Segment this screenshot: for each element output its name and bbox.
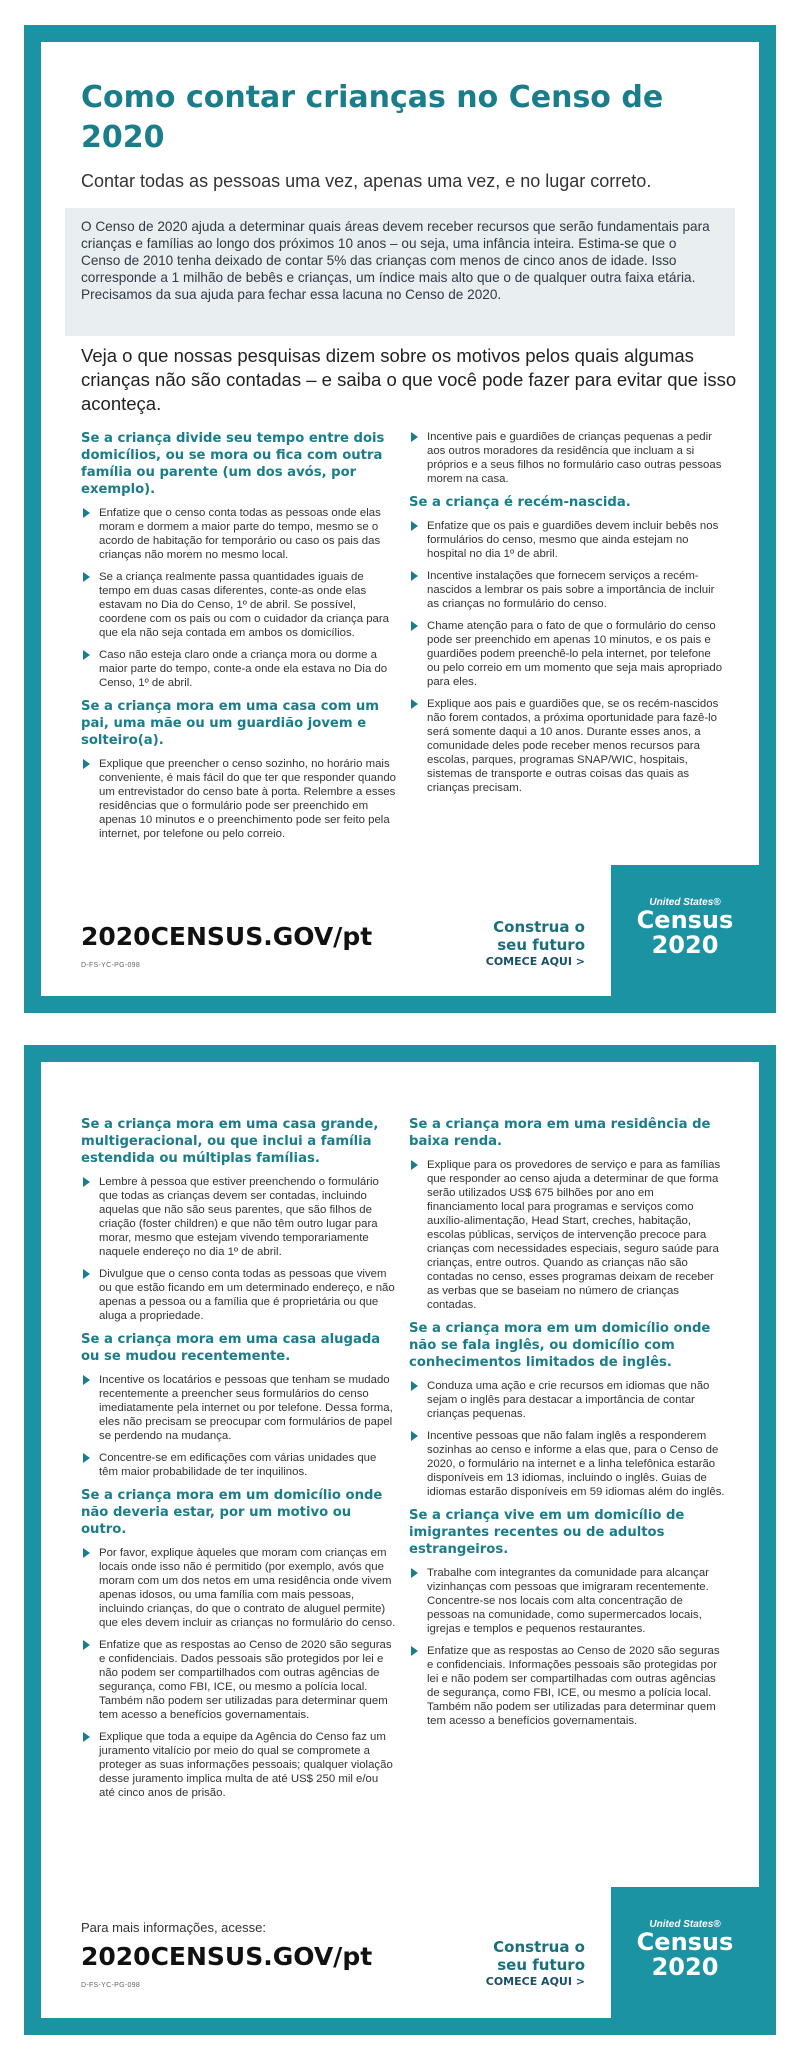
comece-aqui-link[interactable]: COMECE AQUI > xyxy=(485,1975,585,1988)
right-column xyxy=(409,430,725,803)
list-item: Explique que toda a equipe da Agência do Censo faz um juramento vitalício por meio do qual se compromete a proteger as suas informações pessoais; qualquer violação desse juramento implica multa de até US$ 250 mil e/ou até cinco anos de prisão. xyxy=(81,1730,397,1800)
list-item: Divulgue que o censo conta todas as pessoas que vivem ou que estão ficando em um determinado endereço, e não apenas a pessoa ou a família que é proprietária ou que aluga a propriedade. xyxy=(81,1267,397,1323)
lead-paragraph: Veja o que nossas pesquisas dizem sobre os motivos pelos quais algumas crianças não são contadas – e saiba o que você pode fazer para evitar que isso aconteça. xyxy=(81,345,737,414)
tagline-line-1: Construa o xyxy=(493,1938,585,1956)
list-item: Chame atenção para o fato de que o formulário do censo pode ser preenchido em apenas 10 minutos, e os pais e guardiões podem preenchê-lo pela internet, por telefone ou pelo correio em um momento que seja mais apropriado para eles. xyxy=(409,619,725,689)
list-item: Incentive instalações que fornecem serviços a recém-nascidos a lembrar os pais sobre a importância de incluir as crianças no formulário do censo. xyxy=(409,569,725,611)
census-2020-logo xyxy=(611,865,759,1013)
logo-united-states: United States® xyxy=(649,897,721,908)
page-title: Como contar crianças no Censo de 2020 xyxy=(81,80,664,155)
left-column xyxy=(81,430,397,849)
list-item: Enfatize que os pais e guardiões devem incluir bebês nos formulários do censo, mesmo que ainda estejam no hospital no dia 1º de abril. xyxy=(409,519,725,561)
page-subtitle: Contar todas as pessoas uma vez, apenas uma vez, e no lugar correto. xyxy=(81,171,652,191)
logo-united-states: United States® xyxy=(649,1919,721,1930)
list-item: Caso não esteja claro onde a criança mora ou dorme a maior parte do tempo, conte-a onde ela estava no Dia do Censo, 1º de abril. xyxy=(81,648,397,690)
list-item: Explique para os provedores de serviço e para as famílias que responder ao censo ajuda a determinar de que forma serão utilizados US$ 675 bilhões por ano em financiamento local para programas e serviços como auxílio-alimentação, Head Start, creches, habitação, escolas públicas, serviços de intervenção precoce para crianças com necessidades especiais, seguro saúde para crianças, entre outros. Quando as crianças não são contadas no censo, esses programas deixam de receber as verbas que se baseiam no número de crianças contadas. xyxy=(409,1158,725,1312)
logo-census: Census xyxy=(636,906,734,934)
section-heading: Se a criança mora em uma casa alugada ou se mudou recentemente. xyxy=(81,1332,381,1364)
list-item: Conduza uma ação e crie recursos em idiomas que não sejam o inglês para destacar a importância de contar crianças pequenas. xyxy=(409,1379,725,1421)
flyer-page-2 xyxy=(24,1045,776,2035)
list-item: Concentre-se em edificações com várias unidades que têm maior probabilidade de ter inquilinos. xyxy=(81,1451,397,1479)
section-heading: Se a criança vive em um domicílio de imigrantes recentes ou de adultos estrangeiros. xyxy=(409,1508,685,1557)
list-item: Se a criança realmente passa quantidades iguais de tempo em duas casas diferentes, conte-as onde elas estavam no Dia do Censo, 1º de abril. Se possível, coordene com os pais ou com o cuidador da criança para que ela não seja contada em ambos os domicílios. xyxy=(81,570,397,640)
logo-year: 2020 xyxy=(651,1953,719,1981)
bullet-list xyxy=(81,757,397,841)
section-heading: Se a criança mora em um domicílio onde não deveria estar, por um motivo ou outro. xyxy=(81,1488,383,1537)
section-heading: Se a criança mora em um domicílio onde não se fala inglês, ou domicílio com conhecimentos limitados de inglês. xyxy=(409,1321,711,1370)
list-item: Incentive pais e guardiões de crianças pequenas a pedir aos outros moradores da residência que incluam a si próprios e a seus filhos no formulário caso outras pessoas morem na casa. xyxy=(409,430,725,486)
list-item: Lembre à pessoa que estiver preenchendo o formulário que todas as crianças devem ser contadas, incluindo aquelas que não são seus parentes, que são filhos de criação (foster children) e que não têm outro lugar para morar, mesmo que estejam vivendo temporariamente naquele endereço no dia 1º de abril. xyxy=(81,1175,397,1259)
section-heading: Se a criança é recém-nascida. xyxy=(409,495,631,510)
bullet-list xyxy=(409,519,725,795)
right-column xyxy=(409,1116,725,1736)
list-item: Incentive os locatários e pessoas que tenham se mudado recentemente a preencher seus formulários do censo imediatamente pela internet ou por telefone. Dessa forma, eles não precisam se preocupar com formulários de papel se perdendo na mudança. xyxy=(81,1373,397,1443)
list-item: Enfatize que as respostas ao Censo de 2020 são seguras e confidenciais. Informações pessoais são protegidas por lei e não podem ser compartilhadas com outras agências de segurança, como FBI, ICE, ou mesmo a polícia local. Também não podem ser utilizadas para determinar quem tem acesso a benefícios governamentais. xyxy=(409,1644,725,1728)
section-heading: Se a criança mora em uma casa com um pai, uma mãe ou um guardião jovem e solteiro(a). xyxy=(81,699,380,748)
tagline xyxy=(486,1938,585,1990)
section-heading: Se a criança mora em uma casa grande, multigeracional, ou que inclui a família estendida ou múltiplas famílias. xyxy=(81,1117,379,1166)
census-url-link[interactable]: 2020CENSUS.GOV/pt xyxy=(81,922,373,951)
list-item: Trabalhe com integrantes da comunidade para alcançar vizinhanças com pessoas que imigraram recentemente. Concentre-se nos locais com alta concentração de pessoas na comunidade, como supermercados locais, igrejas e templos e pequenos restaurantes. xyxy=(409,1566,725,1636)
section-heading: Se a criança divide seu tempo entre dois domicílios, ou se mora ou fica com outra família ou parente (um dos avós, por exemplo). xyxy=(81,431,385,497)
bullet-list xyxy=(409,1379,725,1499)
tagline-line-2: seu futuro xyxy=(497,936,585,954)
list-item: Enfatize que o censo conta todas as pessoas onde elas moram e dormem a maior parte do tempo, mesmo se o acordo de habitação for temporário ou caso os pais das crianças não morem no mesmo local. xyxy=(81,506,397,562)
comece-aqui-link[interactable]: COMECE AQUI > xyxy=(485,955,585,968)
bullet-list xyxy=(81,1373,397,1479)
logo-census: Census xyxy=(636,1928,734,1956)
logo-year: 2020 xyxy=(651,931,719,959)
list-item: Enfatize que as respostas ao Censo de 2020 são seguras e confidenciais. Dados pessoais são protegidos por lei e não podem ser compartilhados com outras agências de segurança, como FBI, ICE, ou mesmo a polícia local. Também não podem ser utilizadas para determinar quem tem acesso a benefícios governamentais. xyxy=(81,1638,397,1722)
census-2020-logo xyxy=(611,1887,759,2035)
document-code: D-FS-YC-PG-098 xyxy=(81,962,141,969)
tagline-line-2: seu futuro xyxy=(497,1956,585,1974)
list-item: Por favor, explique àqueles que moram com crianças em locais onde isso não é permitido (por exemplo, avós que moram com um dos netos em uma residência onde vivem apenas idosos, ou uma família com mais pessoas, incluindo crianças, do que o contrato de aluguel permite) que eles devem incluir as crianças no formulário do censo. xyxy=(81,1546,397,1630)
bullet-list xyxy=(409,1566,725,1728)
left-column xyxy=(81,1116,397,1808)
tagline xyxy=(486,918,585,970)
bullet-list xyxy=(409,430,725,486)
flyer-page-1 xyxy=(24,25,776,1013)
tagline-line-1: Construa o xyxy=(493,918,585,936)
document-code: D-FS-YC-PG-098 xyxy=(81,1982,141,1989)
section-heading: Se a criança mora em uma residência de baixa renda. xyxy=(409,1117,711,1149)
bullet-list xyxy=(81,1546,397,1800)
bullet-list xyxy=(409,1158,725,1312)
list-item: Explique aos pais e guardiões que, se os recém-nascidos não forem contados, a próxima oportunidade para fazê-lo será somente daqui a 10 anos. Durante esses anos, a comunidade deles pode receber menos recursos para escolas, parques, programas SNAP/WIC, hospitais, sistemas de transporte e outras coisas das quais as crianças precisam. xyxy=(409,697,725,795)
list-item: Explique que preencher o censo sozinho, no horário mais conveniente, é mais fácil do que ter que responder quando um entrevistador do censo bate à porta. Relembre a esses residências que o formulário pode ser preenchido em apenas 10 minutos e o preenchimento pode ser feito pela internet, por telefone ou pelo correio. xyxy=(81,757,397,841)
census-url-link[interactable]: 2020CENSUS.GOV/pt xyxy=(81,1942,373,1971)
intro-box: O Censo de 2020 ajuda a determinar quais áreas devem receber recursos que serão fundamentais para crianças e famílias ao longo dos próximos 10 anos – ou seja, uma infância inteira. Estima-se que o Censo de 2010 tenha deixado de contar 5% das crianças com menos de cinco anos de idade. Isso corresponde a 1 milhão de bebês e crianças, um índice mais alto que o de qualquer outra faixa etária. Precisamos da sua ajuda para fechar essa lacuna no Censo de 2020. xyxy=(65,208,735,336)
bullet-list xyxy=(81,1175,397,1323)
bullet-list xyxy=(81,506,397,690)
list-item: Incentive pessoas que não falam inglês a responderem sozinhas ao censo e informe a elas que, para o Censo de 2020, o formulário na internet e a linha telefônica estarão disponíveis em 13 idiomas, incluindo o inglês. Guias de idiomas estarão disponíveis em 59 idiomas além do inglês. xyxy=(409,1429,725,1499)
more-info-label: Para mais informações, acesse: xyxy=(81,1920,266,1935)
